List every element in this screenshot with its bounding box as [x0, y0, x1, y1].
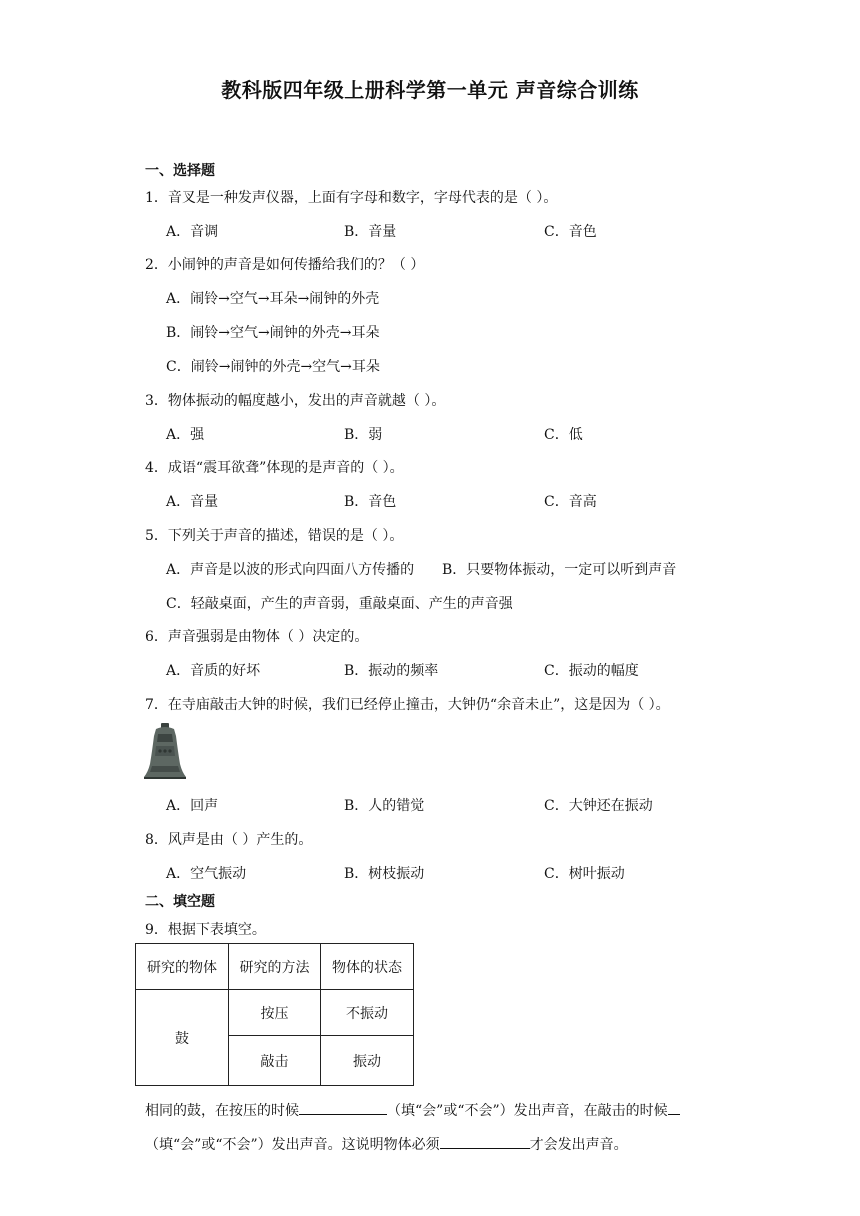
table-cell-state: 不振动 [321, 990, 414, 1036]
q9-table [135, 943, 414, 1086]
answer-blank-3[interactable] [440, 1134, 530, 1149]
question-2: 2．小闹钟的声音是如何传播给我们的？（ ） [145, 257, 425, 273]
q2-option-b[interactable]: B．闹铃→空气→闹钟的外壳→耳朵 [166, 325, 380, 341]
q4-option-c[interactable]: C．音高 [544, 494, 597, 510]
q5-option-a[interactable]: A．声音是以波的形式向四面八方传播的 [166, 562, 415, 578]
answer-blank-1[interactable] [299, 1100, 387, 1115]
question-5: 5．下列关于声音的描述，错误的是（ ）。 [145, 528, 404, 544]
q8-option-a[interactable]: A．空气振动 [166, 866, 247, 882]
q7-option-b[interactable]: B．人的错觉 [344, 798, 425, 814]
bell-image [142, 722, 188, 780]
table-cell-method: 按压 [229, 990, 321, 1036]
q7-option-c[interactable]: C．大钟还在振动 [544, 798, 653, 814]
table-header-method: 研究的方法 [229, 944, 321, 990]
question-3: 3．物体振动的幅度越小，发出的声音就越（ ）。 [145, 393, 446, 409]
q9-text-1a: 相同的鼓，在按压的时候 [145, 1103, 299, 1119]
q2-option-c[interactable]: C．闹铃→闹钟的外壳→空气→耳朵 [166, 359, 380, 375]
q3-option-b[interactable]: B．弱 [344, 427, 383, 443]
question-7: 7．在寺庙敲击大钟的时候，我们已经停止撞击，大钟仍“余音未止”，这是因为（ ）。 [145, 697, 670, 713]
q5-option-b[interactable]: B．只要物体振动，一定可以听到声音 [442, 562, 677, 578]
question-6: 6．声音强弱是由物体（ ）决定的。 [145, 629, 369, 645]
q3-option-a[interactable]: A．强 [166, 427, 205, 443]
page-title: 教科版四年级上册科学第一单元 声音综合训练 [221, 78, 639, 102]
q9-text-2b: 才会发出声音。 [529, 1137, 628, 1153]
q4-option-b[interactable]: B．音色 [344, 494, 397, 510]
q7-option-a[interactable]: A．回声 [166, 798, 219, 814]
question-4: 4．成语“震耳欲聋”体现的是声音的（ ）。 [145, 460, 404, 476]
table-cell-object: 鼓 [136, 990, 229, 1086]
q4-option-a[interactable]: A．音量 [166, 494, 219, 510]
question-9: 9．根据下表填空。 [145, 922, 266, 938]
q3-option-c[interactable]: C．低 [544, 427, 583, 443]
table-cell-state: 振动 [321, 1036, 414, 1086]
section-fill-in: 二、填空题 [145, 894, 215, 910]
question-8: 8．风声是由（ ）产生的。 [145, 832, 313, 848]
section-multiple-choice: 一、选择题 [145, 163, 215, 179]
q8-option-b[interactable]: B．树枝振动 [344, 866, 425, 882]
q9-sentence-line-1 [145, 1100, 680, 1120]
q6-option-b[interactable]: B．振动的频率 [344, 663, 439, 679]
q9-text-2a: （填“会”或“不会”）发出声音。这说明物体必须 [145, 1137, 440, 1153]
table-header-state: 物体的状态 [321, 944, 414, 990]
question-1: 1．音叉是一种发声仪器，上面有字母和数字，字母代表的是（ ）。 [145, 190, 558, 206]
q6-option-c[interactable]: C．振动的幅度 [544, 663, 639, 679]
answer-blank-2[interactable] [668, 1100, 680, 1115]
q1-option-c[interactable]: C．音色 [544, 224, 597, 240]
q1-option-b[interactable]: B．音量 [344, 224, 397, 240]
table-header-object: 研究的物体 [136, 944, 229, 990]
q8-option-c[interactable]: C．树叶振动 [544, 866, 625, 882]
q6-option-a[interactable]: A．音质的好坏 [166, 663, 261, 679]
q9-sentence-line-2 [145, 1134, 628, 1154]
q2-option-a[interactable]: A．闹铃→空气→耳朵→闹钟的外壳 [166, 291, 380, 307]
q5-option-c[interactable]: C．轻敲桌面，产生的声音弱，重敲桌面、产生的声音强 [166, 596, 513, 612]
q9-text-1b: （填“会”或“不会”）发出声音，在敲击的时候 [387, 1103, 668, 1119]
q1-option-a[interactable]: A．音调 [166, 224, 219, 240]
table-cell-method: 敲击 [229, 1036, 321, 1086]
